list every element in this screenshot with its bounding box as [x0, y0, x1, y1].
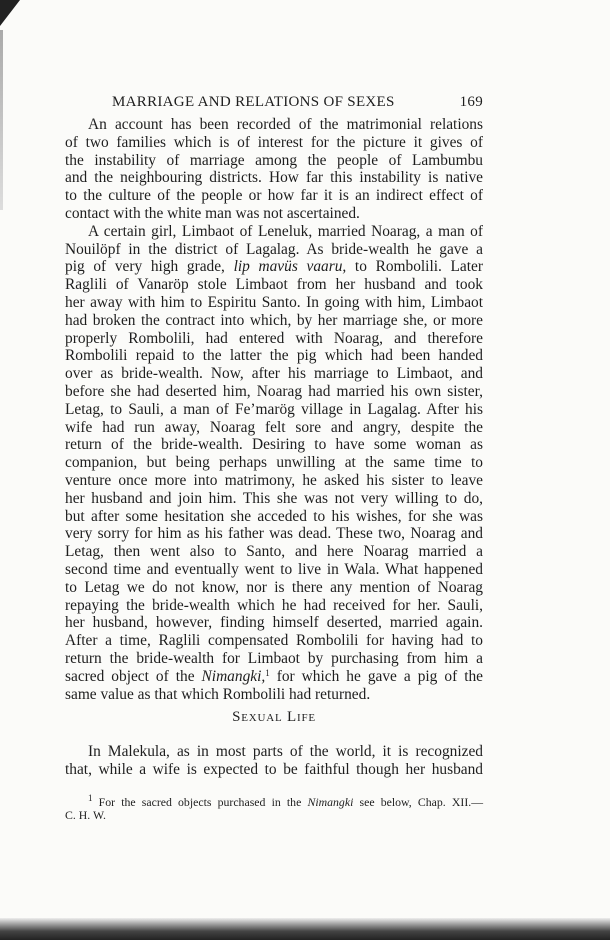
scan-corner-mark	[0, 0, 20, 26]
text-segment: her away with him to Espiritu Santo. In going with him, Limbaot	[65, 293, 483, 311]
text-line	[65, 401, 483, 419]
text-line	[65, 508, 483, 526]
text-segment: repaying the bride-wealth which he had received for her. Sauli,	[65, 596, 483, 614]
text-line	[65, 383, 483, 401]
text-segment: wife had run away, Noarag felt sore and angry, despite the	[65, 418, 483, 436]
text-line	[65, 294, 483, 312]
text-line	[65, 472, 483, 490]
text-segment: sacred object of the	[65, 667, 202, 685]
text-line	[65, 490, 483, 508]
section-text	[65, 743, 483, 779]
section-heading: Sexual Life	[232, 709, 316, 725]
text-segment: pig of very high grade,	[65, 258, 234, 276]
italic-term: Nimangki,	[201, 667, 266, 685]
body-text	[65, 116, 483, 703]
text-line	[65, 116, 483, 134]
text-line	[65, 223, 483, 241]
text-line	[65, 743, 483, 761]
text-line	[65, 632, 483, 650]
italic-term: lip mavüs vaaru,	[233, 258, 347, 276]
text-segment: that, while a wife is expected to be faithful though her husband	[65, 760, 483, 778]
page-number: 169	[459, 94, 483, 110]
text-line	[65, 330, 483, 348]
text-segment: return the bride-wealth for Limbaot by purchasing from him a	[65, 649, 483, 667]
text-line	[65, 579, 483, 597]
scan-bottom-edge	[0, 918, 610, 940]
text-line	[65, 241, 483, 259]
text-segment: Raglili of Vanaröp stole Limbaot from her husband and took	[65, 276, 483, 294]
text-segment: After a time, Raglili compensated Rombolili for having had to	[65, 632, 483, 650]
text-segment: Letag, then went also to Santo, and here Noarag married a	[65, 543, 483, 561]
text-segment: venture once more into matrimony, he asked his sister to leave	[65, 471, 483, 489]
text-segment: same value as that which Rombolili had returned.	[65, 685, 371, 703]
text-line	[65, 454, 483, 472]
text-line	[65, 187, 483, 205]
text-segment: see below, Chap. XII.—	[353, 795, 483, 809]
text-segment: had broken the contract into which, by her marriage she, or more	[65, 311, 483, 329]
text-line	[65, 436, 483, 454]
text-line	[65, 561, 483, 579]
text-segment: to Letag we do not know, nor is there any mention of Noarag	[65, 578, 483, 596]
text-line	[65, 169, 483, 187]
text-segment: her husband and join him. This she was not very willing to do,	[65, 489, 483, 507]
text-segment: In Malekula, as in most parts of the world, it is recognized	[88, 743, 483, 760]
text-segment: before she had deserted him, Noarag had married his own sister,	[65, 382, 483, 400]
text-line	[65, 809, 483, 822]
text-segment: her husband, however, finding himself deserted, married again.	[65, 614, 483, 632]
text-line	[65, 525, 483, 543]
footnote	[65, 793, 483, 822]
text-line	[65, 258, 483, 276]
text-line	[65, 347, 483, 365]
text-line	[65, 419, 483, 437]
footnote-marker: 1	[265, 667, 270, 678]
text-line	[65, 668, 483, 686]
footnote-marker: 1	[88, 793, 93, 803]
text-segment: companion, but being perhaps unwilling at the same time to	[65, 454, 483, 472]
text-segment: Letag, to Sauli, a man of Fe’marög village in Lagalag. After his	[65, 400, 483, 418]
text-segment: return of the bride-wealth. Desiring to have some woman as	[65, 436, 483, 454]
running-title: MARRIAGE AND RELATIONS OF SEXES	[112, 94, 395, 110]
scan-edge-shadow	[0, 30, 3, 210]
text-line	[65, 134, 483, 152]
text-line	[65, 276, 483, 294]
text-line	[65, 205, 483, 223]
text-segment: Nouilöpf in the district of Lagalag. As bride-wealth he gave a	[65, 240, 483, 258]
text-segment: properly Rombolili, had entered with Noarag, and therefore	[65, 329, 483, 347]
text-line	[65, 650, 483, 668]
text-line	[65, 597, 483, 615]
text-segment: to the culture of the people or how far it is an indirect effect of	[65, 187, 483, 205]
text-segment: contact with the white man was not ascertained.	[65, 204, 360, 222]
text-line	[65, 761, 483, 779]
text-segment: Rombolili repaid to the latter the pig which had been handed	[65, 347, 483, 365]
text-line	[65, 543, 483, 561]
text-segment: for which he gave a pig of the	[269, 667, 483, 685]
text-line	[65, 793, 483, 809]
text-line	[65, 365, 483, 383]
text-segment: and the neighbouring districts. How far this instability is native	[65, 169, 483, 187]
text-line	[65, 686, 483, 704]
text-segment: C. H. W.	[65, 808, 106, 822]
running-header	[65, 94, 483, 112]
text-segment: An account has been recorded of the matrimonial relations	[88, 116, 483, 133]
text-segment: but after some hesitation she acceded to his wishes, for she was	[65, 507, 483, 525]
text-line	[65, 152, 483, 170]
italic-term: Nimangki	[307, 795, 354, 809]
text-line	[65, 614, 483, 632]
text-segment: A certain girl, Limbaot of Leneluk, married Noarag, a man of	[88, 222, 483, 240]
text-segment: second time and eventually went to live in Wala. What happened	[65, 560, 483, 578]
text-segment: of two families which is of interest for the picture it gives of	[65, 133, 483, 151]
text-segment: very sorry for him as his father was dead. These two, Noarag and	[65, 525, 483, 543]
text-segment: to Rombolili. Later	[346, 258, 483, 276]
text-segment: For the sacred objects purchased in the	[92, 795, 308, 809]
text-segment: the instability of marriage among the people of Lambumbu	[65, 151, 483, 169]
text-segment: over as bride-wealth. Now, after his marriage to Limbaot, and	[65, 365, 483, 383]
text-line	[65, 312, 483, 330]
